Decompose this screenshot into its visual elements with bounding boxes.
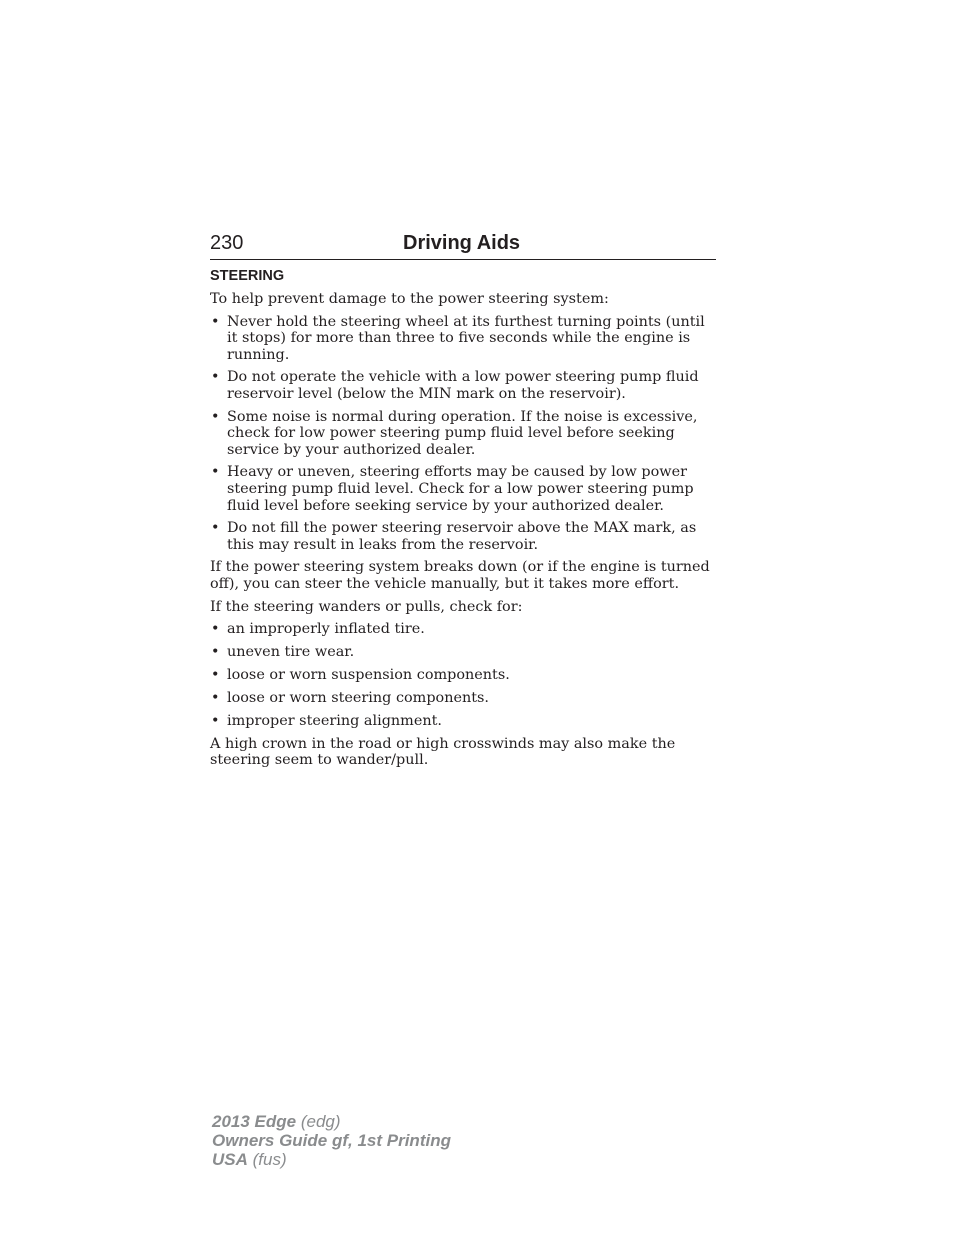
list-item-text: Some noise is normal during operation. If the noise is excessive, check for low power steering pump fluid level before seeking service by your authorized dealer. [227,408,698,458]
footer-line-model [212,1112,451,1131]
bullet-icon: • [211,689,220,706]
page-number: 230 [210,232,244,254]
page-footer [212,1112,451,1169]
bullet-icon: • [211,643,220,660]
list-item-text: improper steering alignment. [227,712,442,729]
list-item [210,520,716,553]
bullet-icon: • [211,712,220,729]
footer-market-name: USA [212,1150,248,1169]
list-item [210,667,716,684]
bullet-icon: • [211,666,220,683]
manual-steering-paragraph: If the power steering system breaks down (or if the engine is turned off), you can steer the vehicle manually, but it takes more effort. [210,559,710,592]
list-item [210,409,716,459]
list-item [210,644,716,661]
footer-guide-name: Owners Guide gf, 1st Printing [212,1131,451,1150]
page-header [210,229,716,260]
list-item [210,713,716,730]
footer-model-code: (edg) [300,1112,341,1131]
list-item-text: Heavy or uneven, steering efforts may be caused by low power steering pump fluid level. Check for a low power steering pump fluid level before seeking service by your authorized dealer. [227,464,694,514]
wander-checks-list [210,621,716,729]
list-item-text: Never hold the steering wheel at its furthest turning points (until it stops) for more than three to five seconds while the engine is running. [227,313,705,363]
footer-market-code: (fus) [252,1150,287,1169]
list-item [210,314,716,364]
bullet-icon: • [211,520,220,537]
list-item [210,369,716,402]
bullet-icon: • [211,464,220,481]
footer-line-market [212,1150,451,1169]
bullet-icon: • [211,313,220,330]
list-item [210,464,716,514]
intro-paragraph: To help prevent damage to the power steering system: [210,291,609,307]
section-heading: STEERING [210,268,285,284]
closing-paragraph: A high crown in the road or high crosswinds may also make the steering seem to wander/pull. [210,735,676,769]
footer-model-name: 2013 Edge [212,1112,297,1131]
page-content [210,268,716,775]
bullet-icon: • [211,408,220,425]
bullet-icon: • [211,621,220,638]
list-item-text: an improperly inflated tire. [227,621,425,638]
chapter-title: Driving Aids [403,232,521,254]
list-item-text: Do not operate the vehicle with a low power steering pump fluid reservoir level (below the MIN mark on the reservoir). [227,369,699,402]
bullet-icon: • [211,369,220,386]
list-item-text: loose or worn suspension components. [227,666,510,683]
list-item [210,621,716,638]
list-item [210,690,716,707]
list-item-text: uneven tire wear. [227,643,355,660]
list-item-text: loose or worn steering components. [227,689,490,706]
list-item-text: Do not fill the power steering reservoir above the MAX mark, as this may result in leaks from the reservoir. [227,520,697,553]
footer-line-guide [212,1131,451,1150]
precautions-list [210,314,716,554]
wander-intro-paragraph: If the steering wanders or pulls, check for: [210,598,523,615]
